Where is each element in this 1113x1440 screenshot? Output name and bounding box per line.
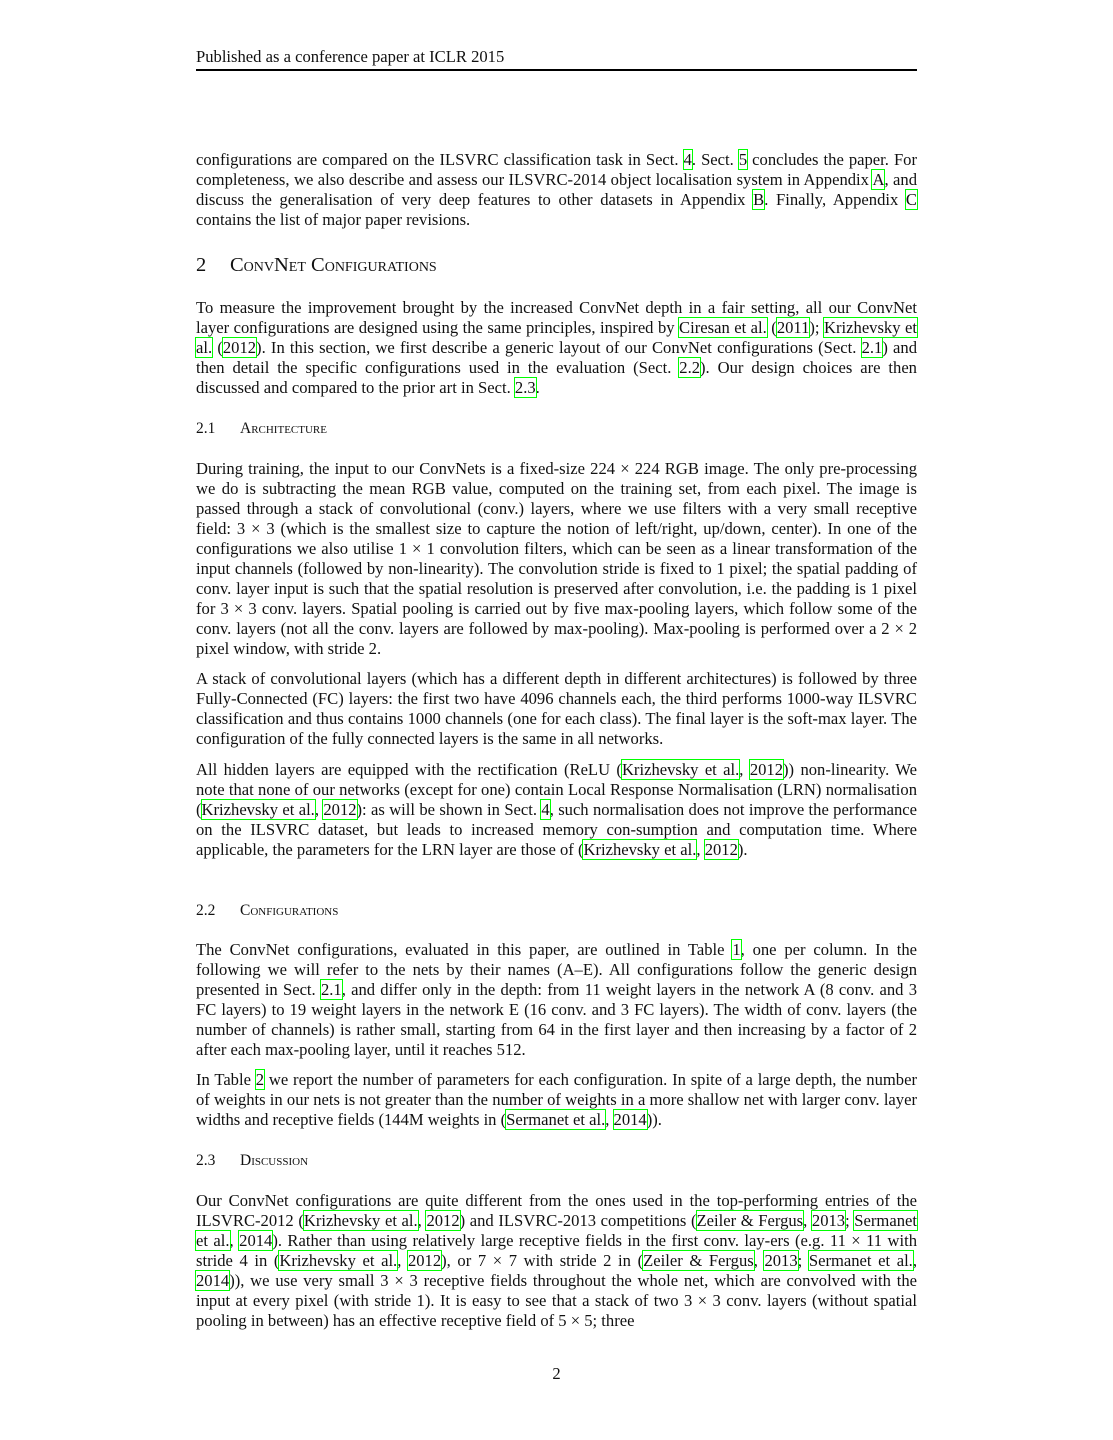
text-run: ): as will be shown in Sect. <box>356 800 542 819</box>
text-run: A stack of convolutional layers (which has a different depth in different architectures) is followed by three Fully-Connected (FC) layers: the first two have 4096 channels each, the third performs 1000-way ILSVRC classification and thus contains 1000 channels (one for each class). The final layer is the soft-max layer. The configuration of the fully connected layers is the same in all networks. <box>196 669 917 748</box>
text-run: ); <box>809 318 825 337</box>
reference-link[interactable]: Krizhevsky et al. <box>303 1211 418 1230</box>
reference-link[interactable]: 2.2 <box>679 358 701 377</box>
text-run: During training, the input to our ConvNets is a fixed-size 224 × 224 RGB image. The only pre-processing we do is subtracting the mean RGB value, computed on the training set, from each pixel. The image is passed through a stack of convolutional (conv.) layers, where we use filters with a very small receptive field: 3 × 3 (which is the smallest size to capture the notion of left/right, up/down, center). In one of the configurations we also utilise 1 × 1 convolution filters, which can be seen as a linear transformation of the input channels (followed by non-linearity). The convolution stride is fixed to 1 pixel; the spatial padding of conv. layer input is such that the spatial resolution is preserved after convolution, i.e. the padding is 1 pixel for 3 × 3 conv. layers. Spatial pooling is carried out by five max-pooling layers, which follow some of the conv. layers (not all the conv. layers are followed by max-pooling). Max-pooling is performed over a 2 × 2 pixel window, with stride 2. <box>196 459 917 658</box>
text-run: configurations are compared on the ILSVRC classification task in Sect. <box>196 150 684 169</box>
subsection-number: 2.3 <box>196 1152 216 1169</box>
paragraph-discussion-1 <box>196 1191 917 1331</box>
reference-link[interactable]: 2012 <box>426 1211 460 1230</box>
reference-link[interactable]: 2 <box>255 1070 265 1089</box>
reference-link[interactable]: 5 <box>738 150 748 169</box>
text-run: All hidden layers are equipped with the rectification (ReLU ( <box>196 760 622 779</box>
reference-link[interactable]: 2012 <box>407 1251 442 1270</box>
reference-link[interactable]: Sermanet et al. <box>808 1251 913 1270</box>
text-run: ) and then detail the specific configurations used in the evaluation (Sect. <box>196 338 917 377</box>
subsection-number: 2.1 <box>196 420 216 437</box>
text-run: In Table <box>196 1070 256 1089</box>
text-run: ), or 7 × 7 with stride 2 in ( <box>441 1251 644 1270</box>
reference-link[interactable]: 1 <box>732 940 741 959</box>
reference-link[interactable]: Krizhevsky et al. <box>201 800 315 819</box>
text-run: , and differ only in the depth: from 11 weight layers in the network A (8 conv. and 3 FC layers) to 19 weight layers in the network E (16 conv. and 3 FC layers). The width of conv. layers (the number of channels) is rather small, starting from 64 in the first layer and then increasing by a factor of 2 after each max-pooling layer, until it reaches 512. <box>196 980 917 1059</box>
paragraph-architecture-2 <box>196 669 917 749</box>
text-run: contains the list of major paper revisions. <box>196 210 471 229</box>
text-run: . Finally, Appendix <box>764 190 906 209</box>
text-run: Our ConvNet configurations are quite different from the ones used in the top-performing entries of the ILSVRC-2012 ( <box>196 1191 917 1230</box>
text-run: ( <box>766 318 777 337</box>
text-run: we report the number of parameters for each configuration. In spite of a large depth, the number of weights in our nets is not greater than the number of weights in a more shallow net with larger conv. layer widths and receptive fields (144M weights in ( <box>196 1070 917 1129</box>
text-run: ) and ILSVRC-2013 competitions ( <box>459 1211 697 1230</box>
reference-link[interactable]: Zeiler & Fergus <box>643 1251 754 1270</box>
page-number: 2 <box>552 1364 561 1383</box>
reference-link[interactable]: 2012 <box>749 760 784 779</box>
text-run: . <box>535 378 540 397</box>
text-run: , <box>314 800 324 819</box>
subsection-heading-2-3 <box>196 1152 308 1170</box>
reference-link[interactable]: Krizhevsky et al. <box>583 840 697 859</box>
section-title: ConvNet Configurations <box>230 254 437 276</box>
text-run: ). Our design choices are then discussed and compared to the prior art in Sect. <box>196 358 917 397</box>
text-run: )). <box>646 1110 662 1129</box>
reference-link[interactable]: 2013 <box>811 1211 846 1230</box>
paragraph-architecture-1 <box>196 459 917 659</box>
text-run: , <box>696 840 705 859</box>
text-run: )) non-linearity. We note that none of our networks (except for one) contain Local Response Normalisation (LRN) normalisation ( <box>196 760 917 819</box>
text-run: ( <box>212 338 223 357</box>
header-rule <box>196 69 917 71</box>
text-run: ; <box>845 1211 855 1230</box>
text-run: ). In this section, we first describe a generic layout of our ConvNet configurations (Sect. <box>256 338 862 357</box>
reference-link[interactable]: Krizhevsky et al. <box>621 760 740 779</box>
paragraph-section2-intro <box>196 298 917 398</box>
reference-link[interactable]: C <box>905 190 917 209</box>
text-run: To measure the improvement brought by the increased ConvNet depth in a fair setting, all our ConvNet layer configurations are designed using the same principles, inspired by <box>196 298 917 337</box>
text-run: ). Rather than using relatively large receptive fields in the first conv. lay-ers (e.g. 11 × 11 with stride 4 in ( <box>196 1231 918 1270</box>
reference-link[interactable]: 4 <box>683 150 692 169</box>
reference-link[interactable]: 2012 <box>222 338 257 357</box>
reference-link[interactable]: B <box>753 190 765 209</box>
paragraph-configurations-2 <box>196 1070 917 1130</box>
reference-link[interactable]: 2012 <box>704 840 738 859</box>
text-run: . Sect. <box>691 150 739 169</box>
reference-link[interactable]: Krizhevsky et al. <box>279 1251 398 1270</box>
reference-link[interactable]: 2014 <box>239 1231 273 1250</box>
reference-link[interactable]: Sermanet et al. <box>506 1110 606 1129</box>
text-run: , and discuss the generalisation of very deep features to other datasets in Appendix <box>196 170 917 209</box>
paragraph-configurations-1 <box>196 940 917 1060</box>
reference-link[interactable]: 2012 <box>323 800 357 819</box>
text-run: , <box>912 1251 917 1270</box>
text-run: , <box>753 1251 765 1270</box>
reference-link[interactable]: 2014 <box>613 1110 647 1129</box>
text-run: , <box>739 760 750 779</box>
subsection-heading-2-1 <box>196 420 327 438</box>
reference-link[interactable]: 4 <box>541 800 550 819</box>
reference-link[interactable]: Krizhevsky et al. <box>196 318 917 357</box>
text-run: The ConvNet configurations, evaluated in this paper, are outlined in Table <box>196 940 733 959</box>
reference-link[interactable]: Sermanet et al. <box>196 1211 917 1250</box>
paragraph-intro-end <box>196 150 917 230</box>
text-run: ). <box>737 840 748 859</box>
subsection-title: Configurations <box>240 902 339 919</box>
reference-link[interactable]: A <box>872 170 885 189</box>
section-heading-2 <box>196 254 437 277</box>
text-run: , <box>229 1231 240 1250</box>
text-run: ; <box>797 1251 809 1270</box>
paragraph-architecture-3 <box>196 760 917 860</box>
text-run: )), we use very small 3 × 3 receptive fields throughout the whole net, which are convolved with the input at every pixel (with stride 1). It is easy to see that a stack of two 3 × 3 conv. layers (without spatial pooling in between) has an effective receptive field of 5 × 5; three <box>196 1271 917 1330</box>
reference-link[interactable]: 2013 <box>764 1251 798 1270</box>
reference-link[interactable]: 2.1 <box>320 980 342 999</box>
text-run: , <box>397 1251 408 1270</box>
reference-link[interactable]: Zeiler & Fergus <box>696 1211 804 1230</box>
text-run: , such normalisation does not improve the performance on the ILSVRC dataset, but leads to increased memory con-sumption and computation time. Where applicable, the parameters for the LRN layer are those of ( <box>196 800 917 859</box>
text-run: concludes the paper. For completeness, we also describe and assess our ILSVRC-2014 object localisation system in Appendix <box>196 150 917 189</box>
running-header: Published as a conference paper at ICLR 2015 <box>196 47 505 66</box>
subsection-title: Discussion <box>240 1152 309 1169</box>
subsection-heading-2-2 <box>196 902 338 920</box>
reference-link[interactable]: 2014 <box>196 1271 230 1290</box>
reference-link[interactable]: Ciresan et al. <box>679 318 767 337</box>
text-run: , <box>605 1110 614 1129</box>
subsection-number: 2.2 <box>196 902 216 919</box>
text-run: , one per column. In the following we will refer to the nets by their names (A–E). All configurations follow the generic design presented in Sect. <box>196 940 917 999</box>
subsection-title: Architecture <box>240 420 327 437</box>
text-run: , <box>803 1211 812 1230</box>
reference-link[interactable]: 2011 <box>776 318 810 337</box>
reference-link[interactable]: 2.1 <box>861 338 883 357</box>
section-number: 2 <box>196 254 207 276</box>
reference-link[interactable]: 2.3 <box>514 378 536 397</box>
text-run: , <box>417 1211 427 1230</box>
